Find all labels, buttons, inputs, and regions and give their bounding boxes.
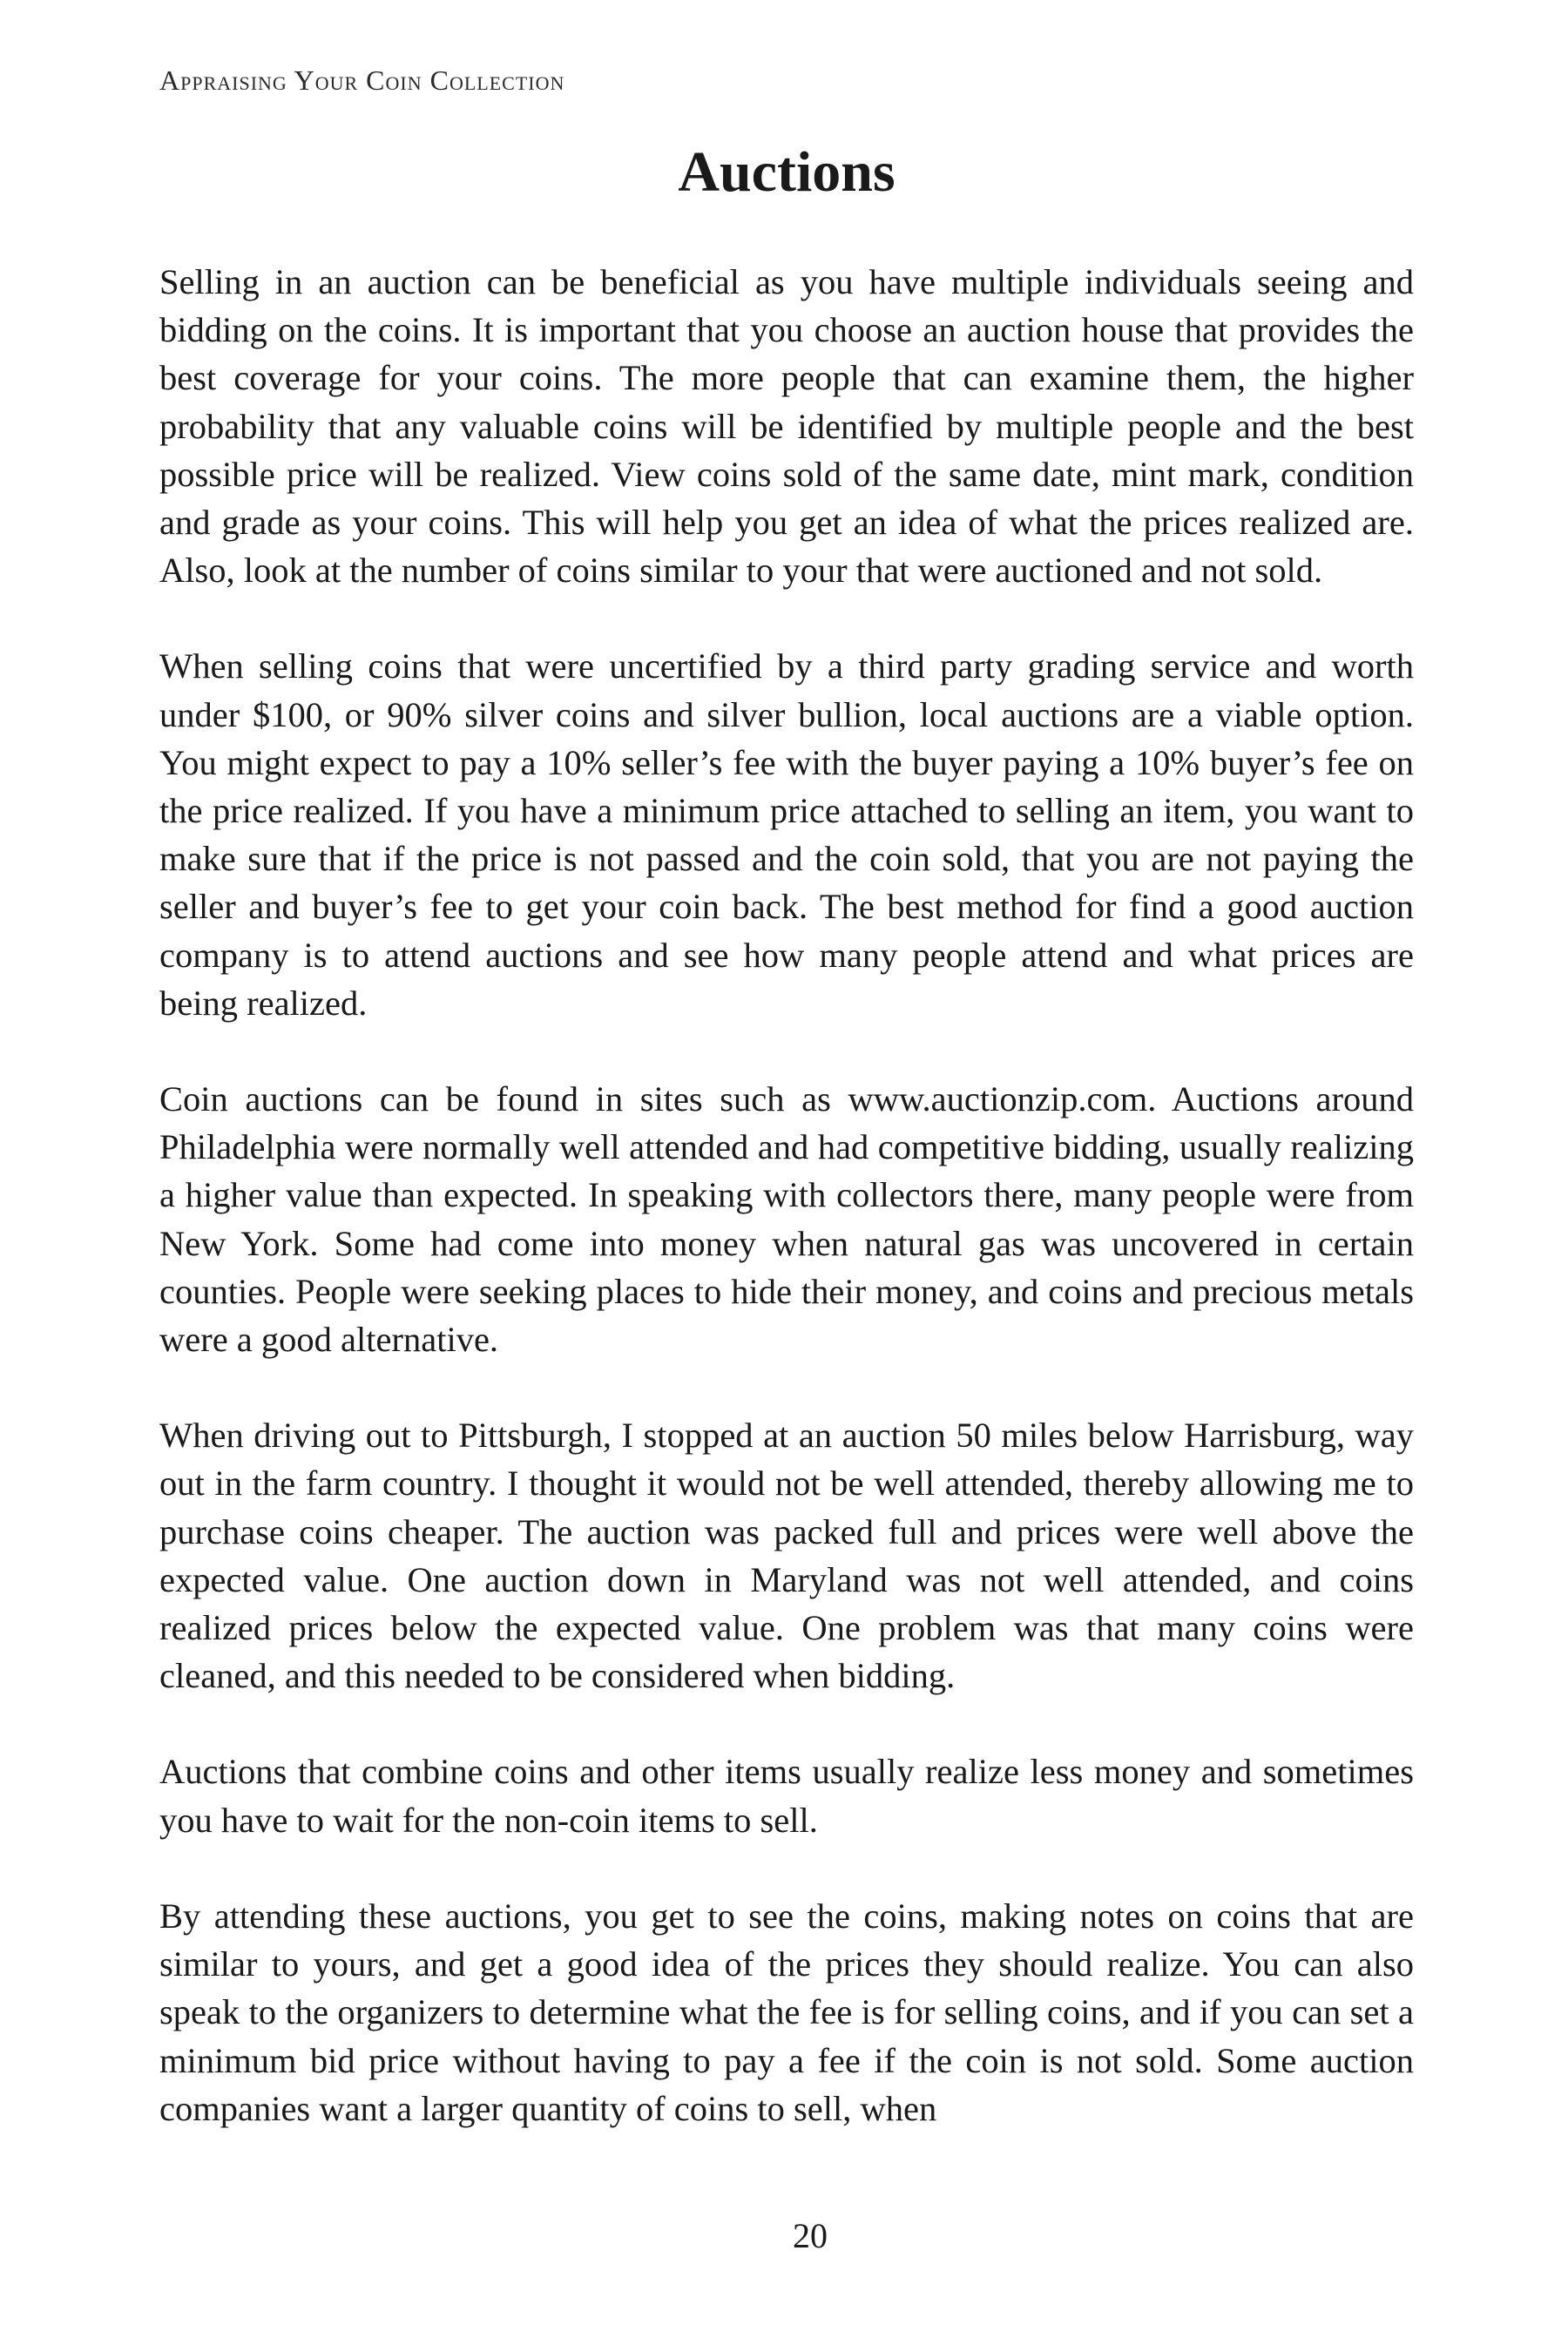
page-number [0,2214,1568,2258]
body-text [159,258,1414,2132]
paragraph: Selling in an auction can be beneficial as you have multiple individuals seeing and bidding on the coins. It is important that you choose an auction house that provides the best coverage for your coins. The more people that can examine them, the higher probability that any valuable coins will be identified by multiple people and the best possible price will be realized. View coins sold of the same date, mint mark, condition and grade as your coins. This will help you get an idea of what the prices realized are. Also, look at the number of coins similar to your that were auctioned and not sold. [159,262,1414,591]
paragraph: Auctions that combine coins and other items usually realize less money and sometimes you have to wait for the non-coin items to sell. [159,1752,1414,1840]
section-title-text: Auctions [678,140,896,204]
page-number-text: 20 [793,2216,828,2255]
paragraph: Coin auctions can be found in sites such as www.auctionzip.com. Auctions around Philadelphia were normally well attended and had competitive bidding, usually realizing a higher value than expected. In speaking with collectors there, many people were from New York. Some had come into money when natural gas was uncovered in certain counties. People were seeking places to hide their money, and coins and precious metals were a good alternative. [159,1079,1414,1360]
paragraph: When selling coins that were uncertified by a third party grading service and worth under $100, or 90% silver coins and silver bullion, local auctions are a viable option. You might expect to pay a 10% seller’s fee with the buyer paying a 10% buyer’s fee on the price realized. If you have a minimum price attached to selling an item, you want to make sure that if the price is not passed and the coin sold, that you are not paying the seller and buyer’s fee to get your coin back. The best method for find a good auction company is to attend auctions and see how many people attend and what prices are being realized. [159,646,1414,1023]
paragraph: When driving out to Pittsburgh, I stopped at an auction 50 miles below Harrisburg, way out in the farm country. I thought it would not be well attended, thereby allowing me to purchase coins cheaper. The auction was packed full and prices were well above the expected value. One auction down in Maryland was not well attended, and coins realized prices below the expected value. One problem was that many coins were cleaned, and this needed to be considered when bidding. [159,1416,1414,1696]
running-header: Appraising Your Coin Collection [159,64,565,96]
section-title [0,138,1568,207]
paragraph: By attending these auctions, you get to see the coins, making notes on coins that are similar to yours, and get a good idea of the prices they should realize. You can also speak to the organizers to determine what the fee is for selling coins, and if you can set a minimum bid price without having to pay a fee if the coin is not sold. Some auction companies want a larger quantity of coins to sell, when [159,1896,1414,2128]
